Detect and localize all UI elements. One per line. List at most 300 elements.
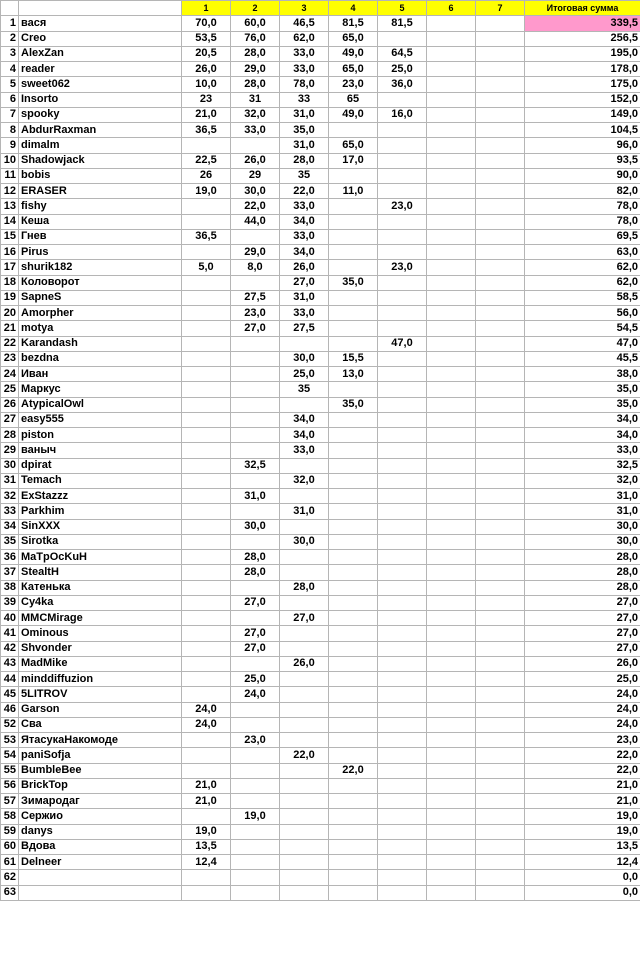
score-cell-round-3[interactable]: 33,0 xyxy=(280,443,329,458)
total-cell[interactable]: 45,5 xyxy=(525,351,640,366)
score-cell-round-1[interactable]: 12,4 xyxy=(182,855,231,870)
total-cell[interactable]: 28,0 xyxy=(525,580,640,595)
score-cell-round-2[interactable]: 44,0 xyxy=(231,214,280,229)
player-name-cell[interactable]: paniSofja xyxy=(19,748,182,763)
score-cell-round-1[interactable] xyxy=(182,550,231,565)
score-cell-round-3[interactable]: 26,0 xyxy=(280,656,329,671)
player-name-cell[interactable]: Cy4ka xyxy=(19,595,182,610)
score-cell-round-2[interactable] xyxy=(231,382,280,397)
score-cell-round-1[interactable]: 36,5 xyxy=(182,123,231,138)
score-cell-round-7[interactable] xyxy=(476,77,525,92)
row-number[interactable]: 46 xyxy=(1,702,19,717)
score-cell-round-7[interactable] xyxy=(476,763,525,778)
score-cell-round-7[interactable] xyxy=(476,412,525,427)
score-cell-round-2[interactable] xyxy=(231,397,280,412)
score-cell-round-1[interactable] xyxy=(182,504,231,519)
score-cell-round-3[interactable]: 28,0 xyxy=(280,580,329,595)
score-cell-round-1[interactable]: 24,0 xyxy=(182,702,231,717)
score-cell-round-2[interactable] xyxy=(231,367,280,382)
score-cell-round-6[interactable] xyxy=(427,733,476,748)
score-cell-round-5[interactable] xyxy=(378,550,427,565)
score-cell-round-6[interactable] xyxy=(427,62,476,77)
row-number[interactable]: 58 xyxy=(1,809,19,824)
score-cell-round-4[interactable] xyxy=(329,672,378,687)
score-cell-round-3[interactable] xyxy=(280,489,329,504)
total-cell[interactable]: 28,0 xyxy=(525,550,640,565)
score-cell-round-6[interactable] xyxy=(427,717,476,732)
score-cell-round-2[interactable]: 32,0 xyxy=(231,107,280,122)
score-cell-round-1[interactable] xyxy=(182,397,231,412)
score-cell-round-5[interactable] xyxy=(378,519,427,534)
score-cell-round-6[interactable] xyxy=(427,519,476,534)
score-cell-round-4[interactable] xyxy=(329,809,378,824)
total-cell[interactable]: 0,0 xyxy=(525,870,640,885)
score-cell-round-5[interactable] xyxy=(378,611,427,626)
score-cell-round-4[interactable] xyxy=(329,580,378,595)
total-cell[interactable]: 27,0 xyxy=(525,595,640,610)
player-name-cell[interactable]: MaTpOcKuH xyxy=(19,550,182,565)
score-cell-round-3[interactable] xyxy=(280,595,329,610)
score-cell-round-4[interactable] xyxy=(329,687,378,702)
score-cell-round-6[interactable] xyxy=(427,275,476,290)
row-number[interactable]: 52 xyxy=(1,717,19,732)
score-cell-round-1[interactable]: 21,0 xyxy=(182,778,231,793)
score-cell-round-7[interactable] xyxy=(476,428,525,443)
score-cell-round-3[interactable] xyxy=(280,809,329,824)
score-cell-round-3[interactable] xyxy=(280,733,329,748)
score-cell-round-7[interactable] xyxy=(476,534,525,549)
score-cell-round-5[interactable] xyxy=(378,839,427,854)
score-cell-round-7[interactable] xyxy=(476,733,525,748)
score-cell-round-3[interactable]: 46,5 xyxy=(280,16,329,31)
row-number[interactable]: 4 xyxy=(1,62,19,77)
score-cell-round-4[interactable] xyxy=(329,550,378,565)
score-cell-round-4[interactable] xyxy=(329,260,378,275)
score-cell-round-6[interactable] xyxy=(427,153,476,168)
score-cell-round-1[interactable] xyxy=(182,534,231,549)
total-cell[interactable]: 32,0 xyxy=(525,473,640,488)
row-number[interactable]: 1 xyxy=(1,16,19,31)
player-name-cell[interactable]: Сержио xyxy=(19,809,182,824)
player-name-cell[interactable]: 5LITROV xyxy=(19,687,182,702)
score-cell-round-1[interactable] xyxy=(182,656,231,671)
score-cell-round-5[interactable] xyxy=(378,870,427,885)
score-cell-round-1[interactable]: 26 xyxy=(182,168,231,183)
score-cell-round-1[interactable] xyxy=(182,687,231,702)
player-name-cell[interactable] xyxy=(19,870,182,885)
row-number[interactable]: 59 xyxy=(1,824,19,839)
row-number[interactable]: 20 xyxy=(1,306,19,321)
corner-cell[interactable] xyxy=(1,1,19,16)
score-cell-round-5[interactable] xyxy=(378,428,427,443)
score-cell-round-6[interactable] xyxy=(427,702,476,717)
score-cell-round-3[interactable]: 31,0 xyxy=(280,138,329,153)
total-cell[interactable]: 24,0 xyxy=(525,717,640,732)
score-cell-round-2[interactable] xyxy=(231,229,280,244)
total-cell[interactable]: 96,0 xyxy=(525,138,640,153)
score-cell-round-1[interactable]: 20,5 xyxy=(182,46,231,61)
score-cell-round-1[interactable] xyxy=(182,351,231,366)
row-number[interactable]: 63 xyxy=(1,885,19,900)
score-cell-round-2[interactable]: 76,0 xyxy=(231,31,280,46)
row-number[interactable]: 16 xyxy=(1,245,19,260)
score-cell-round-7[interactable] xyxy=(476,290,525,305)
score-cell-round-1[interactable] xyxy=(182,306,231,321)
score-cell-round-6[interactable] xyxy=(427,46,476,61)
score-cell-round-2[interactable]: 8,0 xyxy=(231,260,280,275)
score-cell-round-7[interactable] xyxy=(476,870,525,885)
total-cell[interactable]: 24,0 xyxy=(525,687,640,702)
row-number[interactable]: 10 xyxy=(1,153,19,168)
score-cell-round-4[interactable]: 49,0 xyxy=(329,46,378,61)
score-cell-round-7[interactable] xyxy=(476,550,525,565)
player-name-cell[interactable]: SapneS xyxy=(19,290,182,305)
score-cell-round-4[interactable]: 81,5 xyxy=(329,16,378,31)
total-cell[interactable]: 93,5 xyxy=(525,153,640,168)
score-cell-round-5[interactable] xyxy=(378,275,427,290)
row-number[interactable]: 21 xyxy=(1,321,19,336)
score-cell-round-1[interactable] xyxy=(182,885,231,900)
score-cell-round-6[interactable] xyxy=(427,290,476,305)
score-cell-round-2[interactable] xyxy=(231,839,280,854)
row-number[interactable]: 8 xyxy=(1,123,19,138)
score-cell-round-2[interactable] xyxy=(231,656,280,671)
score-cell-round-1[interactable] xyxy=(182,580,231,595)
score-cell-round-6[interactable] xyxy=(427,382,476,397)
score-cell-round-3[interactable]: 26,0 xyxy=(280,260,329,275)
total-cell[interactable]: 21,0 xyxy=(525,794,640,809)
player-name-cell[interactable]: reader xyxy=(19,62,182,77)
row-number[interactable]: 60 xyxy=(1,839,19,854)
total-cell[interactable]: 26,0 xyxy=(525,656,640,671)
player-name-cell[interactable]: Pirus xyxy=(19,245,182,260)
total-cell[interactable]: 63,0 xyxy=(525,245,640,260)
row-number[interactable]: 14 xyxy=(1,214,19,229)
score-cell-round-3[interactable]: 31,0 xyxy=(280,290,329,305)
score-cell-round-1[interactable] xyxy=(182,443,231,458)
score-cell-round-4[interactable]: 49,0 xyxy=(329,107,378,122)
score-cell-round-7[interactable] xyxy=(476,458,525,473)
score-cell-round-5[interactable]: 23,0 xyxy=(378,199,427,214)
score-cell-round-3[interactable]: 31,0 xyxy=(280,504,329,519)
score-cell-round-3[interactable] xyxy=(280,565,329,580)
player-name-cell[interactable]: spooky xyxy=(19,107,182,122)
player-name-cell[interactable]: Temach xyxy=(19,473,182,488)
total-sum-header[interactable]: Итоговая сумма xyxy=(525,1,640,16)
score-cell-round-5[interactable] xyxy=(378,138,427,153)
score-cell-round-6[interactable] xyxy=(427,748,476,763)
score-cell-round-5[interactable] xyxy=(378,534,427,549)
score-cell-round-5[interactable] xyxy=(378,778,427,793)
score-cell-round-3[interactable]: 27,0 xyxy=(280,611,329,626)
score-cell-round-5[interactable] xyxy=(378,473,427,488)
score-cell-round-3[interactable]: 35,0 xyxy=(280,123,329,138)
score-cell-round-2[interactable]: 27,0 xyxy=(231,626,280,641)
score-cell-round-5[interactable] xyxy=(378,504,427,519)
score-cell-round-5[interactable]: 47,0 xyxy=(378,336,427,351)
score-cell-round-4[interactable] xyxy=(329,733,378,748)
score-cell-round-4[interactable] xyxy=(329,229,378,244)
score-cell-round-5[interactable] xyxy=(378,794,427,809)
player-name-cell[interactable]: вася xyxy=(19,16,182,31)
score-cell-round-7[interactable] xyxy=(476,275,525,290)
score-cell-round-4[interactable] xyxy=(329,824,378,839)
score-cell-round-3[interactable] xyxy=(280,687,329,702)
score-cell-round-4[interactable] xyxy=(329,428,378,443)
score-cell-round-5[interactable] xyxy=(378,763,427,778)
score-cell-round-3[interactable]: 35 xyxy=(280,382,329,397)
score-cell-round-3[interactable] xyxy=(280,717,329,732)
score-cell-round-6[interactable] xyxy=(427,473,476,488)
row-number[interactable]: 36 xyxy=(1,550,19,565)
score-cell-round-7[interactable] xyxy=(476,199,525,214)
player-name-cell[interactable]: minddiffuzion xyxy=(19,672,182,687)
score-cell-round-3[interactable] xyxy=(280,885,329,900)
score-cell-round-7[interactable] xyxy=(476,473,525,488)
score-cell-round-3[interactable]: 33,0 xyxy=(280,306,329,321)
score-cell-round-3[interactable]: 28,0 xyxy=(280,153,329,168)
score-cell-round-3[interactable]: 33,0 xyxy=(280,62,329,77)
total-cell[interactable]: 33,0 xyxy=(525,443,640,458)
score-cell-round-3[interactable]: 30,0 xyxy=(280,534,329,549)
score-cell-round-1[interactable] xyxy=(182,458,231,473)
score-cell-round-6[interactable] xyxy=(427,16,476,31)
score-cell-round-6[interactable] xyxy=(427,321,476,336)
name-column-header[interactable] xyxy=(19,1,182,16)
total-cell[interactable]: 25,0 xyxy=(525,672,640,687)
row-number[interactable]: 35 xyxy=(1,534,19,549)
player-name-cell[interactable]: ExStazzz xyxy=(19,489,182,504)
score-cell-round-3[interactable] xyxy=(280,855,329,870)
round-header-5[interactable]: 5 xyxy=(378,1,427,16)
score-cell-round-2[interactable] xyxy=(231,824,280,839)
row-number[interactable]: 54 xyxy=(1,748,19,763)
player-name-cell[interactable]: dimalm xyxy=(19,138,182,153)
player-name-cell[interactable]: Karandash xyxy=(19,336,182,351)
score-cell-round-4[interactable] xyxy=(329,702,378,717)
score-cell-round-5[interactable] xyxy=(378,321,427,336)
score-cell-round-2[interactable]: 30,0 xyxy=(231,519,280,534)
score-cell-round-6[interactable] xyxy=(427,107,476,122)
score-cell-round-4[interactable] xyxy=(329,519,378,534)
player-name-cell[interactable]: MadMike xyxy=(19,656,182,671)
score-cell-round-1[interactable] xyxy=(182,519,231,534)
score-cell-round-6[interactable] xyxy=(427,550,476,565)
row-number[interactable]: 32 xyxy=(1,489,19,504)
score-cell-round-7[interactable] xyxy=(476,92,525,107)
score-cell-round-6[interactable] xyxy=(427,687,476,702)
score-cell-round-4[interactable] xyxy=(329,412,378,427)
score-cell-round-2[interactable]: 26,0 xyxy=(231,153,280,168)
score-cell-round-2[interactable] xyxy=(231,611,280,626)
score-cell-round-2[interactable]: 60,0 xyxy=(231,16,280,31)
total-cell[interactable]: 34,0 xyxy=(525,412,640,427)
score-cell-round-3[interactable]: 32,0 xyxy=(280,473,329,488)
score-cell-round-7[interactable] xyxy=(476,580,525,595)
score-cell-round-6[interactable] xyxy=(427,199,476,214)
row-number[interactable]: 6 xyxy=(1,92,19,107)
score-cell-round-6[interactable] xyxy=(427,31,476,46)
player-name-cell[interactable]: ЯтасукаНакомоде xyxy=(19,733,182,748)
score-cell-round-2[interactable]: 31,0 xyxy=(231,489,280,504)
score-cell-round-2[interactable] xyxy=(231,473,280,488)
total-cell[interactable]: 175,0 xyxy=(525,77,640,92)
total-cell[interactable]: 62,0 xyxy=(525,275,640,290)
score-cell-round-2[interactable] xyxy=(231,748,280,763)
score-cell-round-6[interactable] xyxy=(427,367,476,382)
score-cell-round-5[interactable] xyxy=(378,824,427,839)
score-cell-round-2[interactable]: 25,0 xyxy=(231,672,280,687)
score-cell-round-7[interactable] xyxy=(476,702,525,717)
score-cell-round-6[interactable] xyxy=(427,412,476,427)
player-name-cell[interactable]: BrickTop xyxy=(19,778,182,793)
score-cell-round-6[interactable] xyxy=(427,306,476,321)
score-cell-round-7[interactable] xyxy=(476,641,525,656)
total-cell[interactable]: 22,0 xyxy=(525,748,640,763)
score-cell-round-4[interactable]: 11,0 xyxy=(329,184,378,199)
score-cell-round-4[interactable]: 22,0 xyxy=(329,763,378,778)
score-cell-round-6[interactable] xyxy=(427,397,476,412)
score-cell-round-4[interactable] xyxy=(329,534,378,549)
score-cell-round-6[interactable] xyxy=(427,580,476,595)
score-cell-round-2[interactable]: 19,0 xyxy=(231,809,280,824)
score-cell-round-5[interactable] xyxy=(378,672,427,687)
score-cell-round-1[interactable]: 5,0 xyxy=(182,260,231,275)
score-cell-round-2[interactable] xyxy=(231,443,280,458)
score-cell-round-7[interactable] xyxy=(476,153,525,168)
player-name-cell[interactable]: Ominous xyxy=(19,626,182,641)
score-cell-round-5[interactable] xyxy=(378,153,427,168)
score-cell-round-5[interactable] xyxy=(378,443,427,458)
score-cell-round-6[interactable] xyxy=(427,336,476,351)
row-number[interactable]: 57 xyxy=(1,794,19,809)
row-number[interactable]: 37 xyxy=(1,565,19,580)
score-cell-round-2[interactable] xyxy=(231,778,280,793)
score-cell-round-7[interactable] xyxy=(476,321,525,336)
score-cell-round-4[interactable]: 23,0 xyxy=(329,77,378,92)
total-cell[interactable]: 21,0 xyxy=(525,778,640,793)
score-cell-round-7[interactable] xyxy=(476,443,525,458)
score-cell-round-6[interactable] xyxy=(427,92,476,107)
row-number[interactable]: 29 xyxy=(1,443,19,458)
row-number[interactable]: 2 xyxy=(1,31,19,46)
score-cell-round-2[interactable]: 28,0 xyxy=(231,77,280,92)
score-cell-round-7[interactable] xyxy=(476,565,525,580)
score-cell-round-3[interactable] xyxy=(280,702,329,717)
total-cell[interactable]: 82,0 xyxy=(525,184,640,199)
score-cell-round-1[interactable]: 53,5 xyxy=(182,31,231,46)
score-cell-round-5[interactable]: 16,0 xyxy=(378,107,427,122)
score-cell-round-1[interactable]: 22,5 xyxy=(182,153,231,168)
score-cell-round-6[interactable] xyxy=(427,168,476,183)
score-cell-round-1[interactable]: 19,0 xyxy=(182,824,231,839)
round-header-7[interactable]: 7 xyxy=(476,1,525,16)
score-cell-round-2[interactable] xyxy=(231,428,280,443)
score-cell-round-4[interactable] xyxy=(329,870,378,885)
score-cell-round-6[interactable] xyxy=(427,870,476,885)
score-cell-round-3[interactable] xyxy=(280,778,329,793)
score-cell-round-1[interactable]: 23 xyxy=(182,92,231,107)
score-cell-round-2[interactable]: 30,0 xyxy=(231,184,280,199)
score-cell-round-7[interactable] xyxy=(476,626,525,641)
row-number[interactable]: 61 xyxy=(1,855,19,870)
score-cell-round-6[interactable] xyxy=(427,534,476,549)
total-cell[interactable]: 178,0 xyxy=(525,62,640,77)
score-cell-round-6[interactable] xyxy=(427,77,476,92)
score-cell-round-5[interactable] xyxy=(378,168,427,183)
round-header-1[interactable]: 1 xyxy=(182,1,231,16)
player-name-cell[interactable]: easy555 xyxy=(19,412,182,427)
total-cell[interactable]: 30,0 xyxy=(525,519,640,534)
score-cell-round-2[interactable]: 27,0 xyxy=(231,321,280,336)
score-cell-round-4[interactable] xyxy=(329,306,378,321)
score-cell-round-4[interactable] xyxy=(329,199,378,214)
score-cell-round-2[interactable] xyxy=(231,504,280,519)
player-name-cell[interactable]: Creo xyxy=(19,31,182,46)
row-number[interactable]: 7 xyxy=(1,107,19,122)
score-cell-round-6[interactable] xyxy=(427,885,476,900)
score-cell-round-7[interactable] xyxy=(476,504,525,519)
row-number[interactable]: 30 xyxy=(1,458,19,473)
total-cell[interactable]: 24,0 xyxy=(525,702,640,717)
score-cell-round-4[interactable] xyxy=(329,839,378,854)
score-cell-round-4[interactable] xyxy=(329,336,378,351)
score-cell-round-5[interactable]: 64,5 xyxy=(378,46,427,61)
score-cell-round-1[interactable] xyxy=(182,412,231,427)
player-name-cell[interactable]: piston xyxy=(19,428,182,443)
row-number[interactable]: 62 xyxy=(1,870,19,885)
score-cell-round-7[interactable] xyxy=(476,260,525,275)
score-cell-round-6[interactable] xyxy=(427,489,476,504)
score-cell-round-2[interactable]: 29,0 xyxy=(231,62,280,77)
score-cell-round-3[interactable] xyxy=(280,550,329,565)
player-name-cell[interactable]: BumbleBee xyxy=(19,763,182,778)
score-cell-round-1[interactable] xyxy=(182,428,231,443)
score-cell-round-5[interactable] xyxy=(378,229,427,244)
score-cell-round-3[interactable]: 31,0 xyxy=(280,107,329,122)
score-cell-round-3[interactable]: 34,0 xyxy=(280,428,329,443)
score-cell-round-6[interactable] xyxy=(427,504,476,519)
score-cell-round-4[interactable]: 65,0 xyxy=(329,138,378,153)
score-cell-round-7[interactable] xyxy=(476,184,525,199)
score-cell-round-6[interactable] xyxy=(427,458,476,473)
score-cell-round-3[interactable] xyxy=(280,641,329,656)
score-cell-round-5[interactable] xyxy=(378,31,427,46)
player-name-cell[interactable]: Гнев xyxy=(19,229,182,244)
score-cell-round-5[interactable] xyxy=(378,412,427,427)
player-name-cell[interactable] xyxy=(19,885,182,900)
score-cell-round-5[interactable] xyxy=(378,245,427,260)
player-name-cell[interactable]: sweet062 xyxy=(19,77,182,92)
total-cell[interactable]: 35,0 xyxy=(525,382,640,397)
score-cell-round-3[interactable]: 33 xyxy=(280,92,329,107)
score-cell-round-3[interactable]: 34,0 xyxy=(280,412,329,427)
score-cell-round-4[interactable] xyxy=(329,504,378,519)
total-cell[interactable]: 27,0 xyxy=(525,641,640,656)
score-cell-round-3[interactable] xyxy=(280,824,329,839)
score-cell-round-2[interactable] xyxy=(231,702,280,717)
score-cell-round-1[interactable] xyxy=(182,382,231,397)
score-cell-round-1[interactable] xyxy=(182,245,231,260)
score-cell-round-3[interactable]: 34,0 xyxy=(280,245,329,260)
score-cell-round-4[interactable] xyxy=(329,382,378,397)
row-number[interactable]: 17 xyxy=(1,260,19,275)
score-cell-round-6[interactable] xyxy=(427,641,476,656)
score-cell-round-1[interactable] xyxy=(182,336,231,351)
total-cell[interactable]: 35,0 xyxy=(525,397,640,412)
score-cell-round-7[interactable] xyxy=(476,611,525,626)
score-cell-round-5[interactable] xyxy=(378,123,427,138)
